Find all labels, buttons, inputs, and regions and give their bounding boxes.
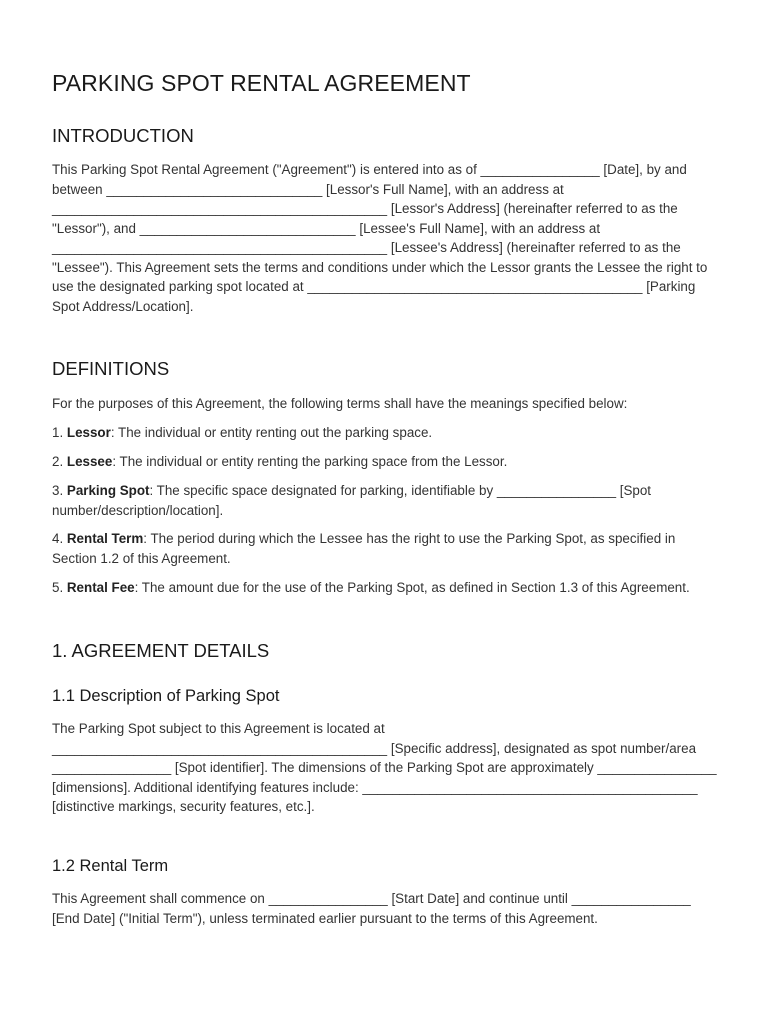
rental-term-heading: 1.2 Rental Term bbox=[52, 857, 169, 875]
rental-term-paragraph: This Agreement shall commence on ________________ [Start Date] and continue until ________________ [End Date] ("Initial Term"), unless terminated earlier pursuant to the terms of this Agreement. bbox=[52, 891, 691, 926]
agreement-details-heading: 1. AGREEMENT DETAILS bbox=[52, 640, 270, 661]
definition-term: Rental Fee bbox=[66, 580, 135, 595]
definition-item-lessee bbox=[52, 452, 720, 472]
document-title: PARKING SPOT RENTAL AGREEMENT bbox=[52, 70, 471, 96]
description-heading: 1.1 Description of Parking Spot bbox=[52, 687, 280, 705]
definition-text: : The individual or entity renting out the parking space. bbox=[110, 425, 433, 440]
definition-text: : The individual or entity renting the parking space from the Lessor. bbox=[112, 454, 508, 469]
definitions-intro: For the purposes of this Agreement, the following terms shall have the meanings specified below: bbox=[52, 396, 628, 411]
definition-number: 1. bbox=[52, 425, 67, 440]
definition-text: : The amount due for the use of the Parking Spot, as defined in Section 1.3 of this Agreement. bbox=[134, 580, 690, 595]
definition-number: 3. bbox=[52, 483, 67, 498]
definitions-heading: DEFINITIONS bbox=[52, 358, 170, 379]
definition-number: 5. bbox=[52, 580, 67, 595]
definition-item-rental-fee bbox=[52, 578, 720, 598]
definition-item-parking-spot bbox=[52, 481, 720, 520]
description-paragraph: The Parking Spot subject to this Agreement is located at _____________________________________________ [Specific address], designated as spot number/area ________________ [Spot identifier]. The dimensions of the Parking Spot are approximately ________________ [dimensions]. Additional identifying features include: _____________________________________________ [distinctive markings, security features, etc.]. bbox=[52, 721, 717, 814]
definition-term: Lessor bbox=[66, 425, 111, 440]
definition-number: 2. bbox=[52, 454, 67, 469]
definition-term: Rental Term bbox=[66, 531, 144, 546]
definition-item-lessor bbox=[52, 423, 720, 443]
introduction-heading: INTRODUCTION bbox=[52, 125, 194, 146]
definition-term: Parking Spot bbox=[66, 483, 150, 498]
definition-item-rental-term bbox=[52, 529, 720, 568]
definition-text: : The specific space designated for parking, identifiable by ________________ [Spot number/description/location]. bbox=[52, 483, 651, 518]
definition-text: : The period during which the Lessee has the right to use the Parking Spot, as specified in Section 1.2 of this Agreement. bbox=[52, 531, 676, 566]
introduction-paragraph: This Parking Spot Rental Agreement ("Agreement") is entered into as of ________________ [Date], by and between _____________________________ [Lessor's Full Name], with an address at _____________________________________________ [Lessor's Address] (hereinafter referred to as the "Lessor"), and _____________________________ [Lessee's Full Name], with an address at _____________________________________________ [Lessee's Address] (hereinafter referred to as the "Lessee"). This Agreement sets the terms and conditions under which the Lessor grants the Lessee the right to use the designated parking spot located at _____________________________________________ [Parking Spot Address/Location]. bbox=[52, 162, 708, 314]
definition-term: Lessee bbox=[66, 454, 113, 469]
definition-number: 4. bbox=[52, 531, 67, 546]
